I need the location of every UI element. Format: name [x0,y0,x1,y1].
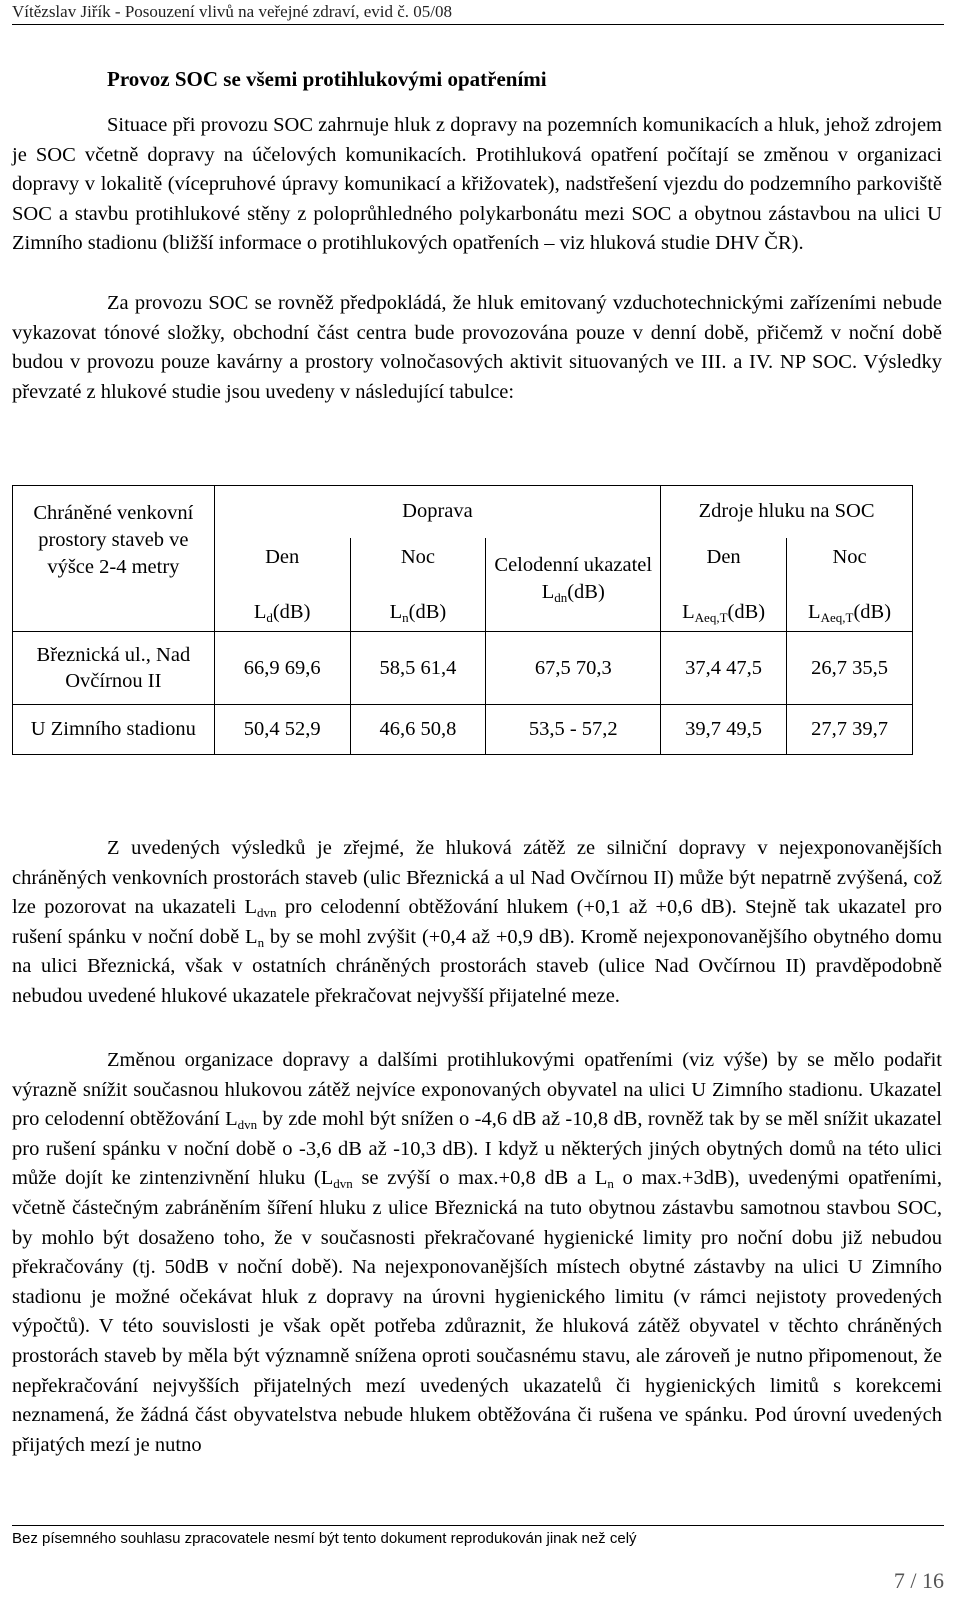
paragraph-measures [12,1046,942,1460]
footer-copyright-note: Bez písemného souhlasu zpracovatele nesmí být tento dokument reprodukován jinak než celý [12,1530,637,1547]
header-label: Noc [832,545,867,568]
row-label: U Zimního stadionu [13,705,215,755]
footer-rule [12,1525,944,1526]
noise-results-table [12,485,913,755]
running-header: Vítězslav Jiřík - Posouzení vlivů na veřejné zdraví, evid č. 05/08 [12,2,452,21]
paragraph-operation [12,289,942,407]
paragraph-results [12,834,942,1012]
table-corner-header [13,486,215,632]
subscript: dvn [237,1117,258,1133]
subscript: dvn [257,905,277,921]
col-header-noc-soc [787,538,913,632]
table-cell: 37,4 47,5 [661,632,787,705]
document-page [12,0,944,1600]
text-run: Změnou organizace dopravy a dalšími protihlukovými opatřeními (viz výše) by se mělo podařit výrazně snížit současnou hlukovou zátěž nejvíce exponovaných obyvatel na ulici U Zimního stadionu. Ukazatel pro celodenní obtěžování L [12,1049,942,1131]
table-row [13,632,913,705]
header-unit: $L_n(dB)$ [389,600,447,625]
corner-text: Chráněné venkovní prostory staveb ve výšce 2-4 metry [33,502,194,578]
table-row [13,705,913,755]
group-header-soc: Zdroje hluku na SOC [661,486,913,538]
table-cell: 66,9 69,6 [214,632,350,705]
subscript: n [607,1176,614,1192]
header-unit: $L_{Aeq,T}(dB)$ [682,600,766,625]
text-run: by zde mohl být snížen o -4,6 dB až -10,8 dB, rovněž tak by se měl snížit ukazatel pro rušení spánku v noční době o -3,6 dB až -10,3 dB). I když u některých jiných obytných domů na této ulici může dojít ke zintenzivnění hluku (L [12,1108,942,1190]
text-run: Z uvedených výsledků je zřejmé, že hluková zátěž ze silniční dopravy v nejexponovanějších chráněných venkovních prostorách staveb (ulic Březnická a ul Nad Ovčírnou II) může být nepatrně zvýšená, což lze pozorovat na ukazateli L [12,837,942,919]
table-cell: 26,7 35,5 [787,632,913,705]
text-run: pro celodenní obtěžování hlukem (+0,1 až +0,6 dB). Stejně tak ukazatel pro rušení spánku v noční době L [12,896,942,948]
paragraph-text: Za provozu SOC se rovněž předpokládá, že hluk emitovaný vzduchotechnickými zařízeními nebude vykazovat tónové složky, obchodní část centra bude provozována pouze v denní době, přičemž v noční době budou v provozu pouze kavárny a prostory volnočasových aktivit situovaných ve III. a IV. NP SOC. Výsledky převzaté z hlukové studie jsou uvedeny v následující tabulce: [12,292,942,403]
table-cell: 67,5 70,3 [486,632,661,705]
subscript: n [257,934,265,950]
col-header-den-doprava [214,538,350,632]
header-unit: $L_{Aeq,T}(dB)$ [808,600,892,625]
group-header-doprava: Doprava [214,486,660,538]
table-cell: 53,5 - 57,2 [486,705,661,755]
header-rule [12,24,944,25]
header-unit: $L_d(dB)$ [253,600,311,625]
header-label: Noc [400,545,436,568]
header-label: Celodenní ukazatel L [494,553,653,603]
table-cell: 27,7 39,7 [787,705,913,755]
table-cell: 39,7 49,5 [661,705,787,755]
paragraph-text: Situace při provozu SOC zahrnuje hluk z dopravy na pozemních komunikacích a hluk, jehož zdrojem je SOC včetně dopravy na účelových komunikacích. Protihluková opatření počítají se změnou v organizaci dopravy v lokalitě (vícepruhové úpravy komunikací a křižovatek), nadstřešení vjezdu do podzemního parkoviště SOC a stavbu protihlukové stěny z poloprůhledného polykarbonátu mezi SOC a obytnou zástavbou na ulici U Zimního stadionu (bližší informace o protihlukových opatřeních – viz hluková studie DHV ČR). [12,114,942,255]
header-label: Den [265,545,300,568]
table-cell: 50,4 52,9 [214,705,350,755]
subscript: dvn [333,1176,353,1192]
paragraph-situation [12,111,942,259]
text-run: se zvýší o max.+0,8 dB a L [352,1167,608,1190]
text-run: o max.+3dB), uvedenými opatřeními, včetně částečným zabráněním šíření hluku z ulice Březnická na tuto obytnou zástavbu samotnou stavbou SOC, by mohlo být dosaženo toho, že v současnosti překračované hygienické limity pro noční dobu již nebudou překračovány (tj. 50dB v noční době). Na nejexponovanějších místech obytné zástavby na ulici U Zimního stadionu je možné očekávat hluk z dopravy na úrovni hygienického limitu (v rámci nejistoty provedených výpočtů). V této souvislosti je však opět potřeba zdůraznit, že hluková zátěž obyvatel v těchto chráněných prostorách staveb by měla být významně snížena oproti současnému stavu, ale zároveň je nutno připomenout, že nepřekračování nejvyšších přijatelných mezí uvedených ukazatelů či hygienických limitů s korekcemi neznamená, že žádná část obyvatelstva nebude hlukem obtěžována či rušena ve spánku. Pod úrovní uvedených přijatých mezí je nutno [12,1167,942,1456]
header-label: Den [706,545,741,568]
table-cell: 58,5 61,4 [350,632,486,705]
table-cell: 46,6 50,8 [350,705,486,755]
col-header-noc-doprava [350,538,486,632]
col-header-celodenni: Celodenní ukazatel $L_{dn}(dB)$ [486,538,661,632]
text-run: by se mohl zvýšit (+0,4 až +0,9 dB). Kromě nejexponovanějšího obytného domu na ulici Březnická, však v ostatních chráněných prostorách staveb (ulice Nad Ovčírnou II) pravděpodobně nebudou uvedené hlukové ukazatele překračovat nejvyšší přijatelné meze. [12,925,942,1007]
row-label: Březnická ul., Nad Ovčírnou II [13,632,215,705]
col-header-den-soc [661,538,787,632]
section-heading: Provoz SOC se všemi protihlukovými opatřeními [107,67,547,91]
page-number: 7 / 16 [893,1568,944,1593]
